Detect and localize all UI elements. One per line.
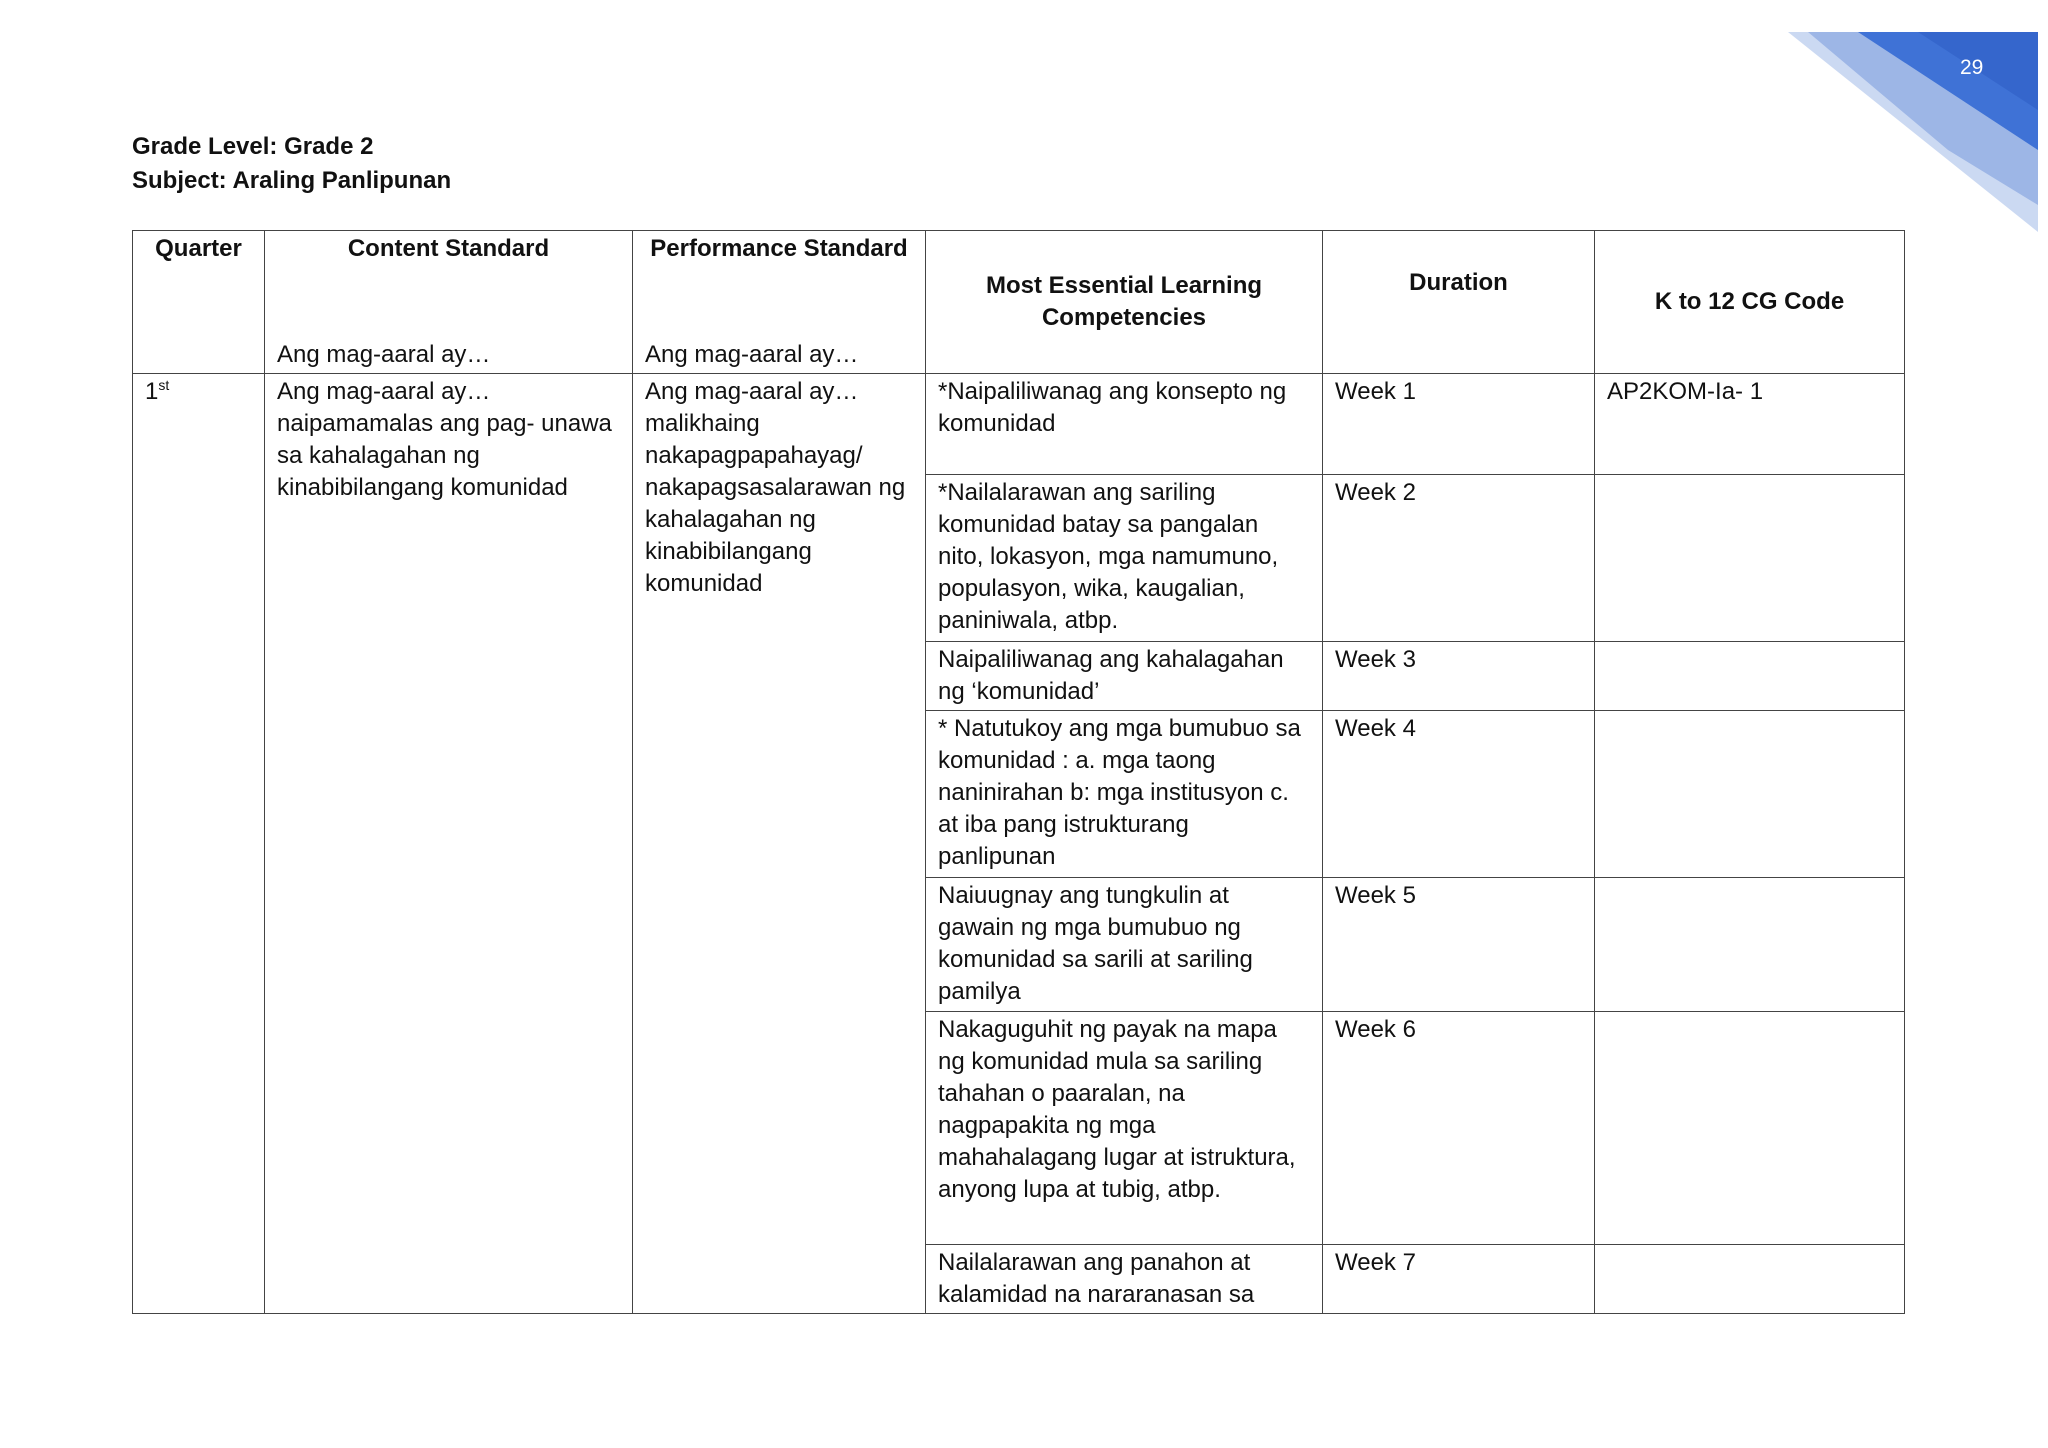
competency-cell: Nakaguguhit ng payak na mapa ng komunidad mula sa sariling tahahan o paaralan, na nagpapakita ng mga mahahalagang lugar at istruktura, anyong lupa at tubig, atbp. [926, 1012, 1323, 1245]
grade-level: Grade Level: Grade 2 [132, 133, 374, 160]
competency-cell: *Naipaliliwanag ang konsepto ng komunidad [926, 374, 1323, 475]
cg-code-cell [1595, 475, 1905, 642]
content-standard-line: Ang mag-aaral ay… [277, 378, 491, 405]
header-performance-standard: Performance Standard Ang mag-aaral ay… [633, 231, 926, 374]
cg-code-cell [1595, 1245, 1905, 1314]
header-content-standard-sub: Ang mag-aaral ay… [277, 341, 491, 368]
curriculum-table [132, 230, 1905, 1314]
performance-standard-line: malikhaing [645, 410, 760, 437]
cg-code-cell [1595, 642, 1905, 711]
performance-standard-line: nakapagpapahayag/ [645, 442, 863, 469]
competency-cell: Nailalarawan ang panahon at kalamidad na nararanasan sa [926, 1245, 1323, 1314]
cg-code-cell: AP2KOM-Ia- 1 [1595, 374, 1905, 475]
header-quarter: Quarter [133, 231, 265, 374]
performance-standard-line: komunidad [645, 570, 763, 597]
header-melc: Most Essential Learning Competencies [926, 231, 1323, 374]
content-standard-line: sa kahalagahan ng [277, 442, 480, 469]
header-duration: Duration [1323, 231, 1595, 374]
performance-standard-line: Ang mag-aaral ay… [645, 378, 859, 405]
competency-cell: * Natutukoy ang mga bumubuo sa komunidad : a. mga taong naninirahan b: mga institusyon c. at iba pang istrukturang panlipunan [926, 711, 1323, 878]
cg-code-cell [1595, 1012, 1905, 1245]
quarter-cell: 1st [133, 374, 265, 1314]
subject: Subject: Araling Panlipunan [132, 167, 452, 194]
content-standard-line: naipamamalas ang pag- unawa [277, 410, 612, 437]
duration-cell: Week 2 [1323, 475, 1595, 642]
document-header [132, 130, 451, 198]
duration-cell: Week 6 [1323, 1012, 1595, 1245]
cg-code-cell [1595, 711, 1905, 878]
header-row [133, 231, 1905, 374]
duration-cell: Week 3 [1323, 642, 1595, 711]
header-performance-standard-sub: Ang mag-aaral ay… [645, 341, 859, 368]
content-standard-line: kinabibilangang komunidad [277, 474, 568, 501]
duration-cell: Week 7 [1323, 1245, 1595, 1314]
page-number: 29 [1960, 56, 1984, 79]
competency-cell: *Nailalarawan ang sariling komunidad batay sa pangalan nito, lokasyon, mga namumuno, populasyon, wika, kaugalian, paniniwala, atbp. [926, 475, 1323, 642]
header-content-standard: Content Standard Ang mag-aaral ay… [265, 231, 633, 374]
table-row [133, 374, 1905, 475]
cg-code-cell [1595, 878, 1905, 1012]
duration-cell: Week 1 [1323, 374, 1595, 475]
performance-standard-line: kahalagahan ng [645, 506, 816, 533]
performance-standard-line: nakapagsasalarawan ng [645, 474, 906, 501]
duration-cell: Week 5 [1323, 878, 1595, 1012]
competency-cell: Naiuugnay ang tungkulin at gawain ng mga bumubuo ng komunidad sa sarili at sariling pamilya [926, 878, 1323, 1012]
content-standard-cell [265, 374, 633, 1314]
corner-decoration [1688, 0, 2048, 240]
performance-standard-cell [633, 374, 926, 1314]
performance-standard-line: kinabibilangang [645, 538, 812, 565]
competency-cell: Naipaliliwanag ang kahalagahan ng ‘komunidad’ [926, 642, 1323, 711]
header-cg-code: K to 12 CG Code [1595, 231, 1905, 374]
duration-cell: Week 4 [1323, 711, 1595, 878]
